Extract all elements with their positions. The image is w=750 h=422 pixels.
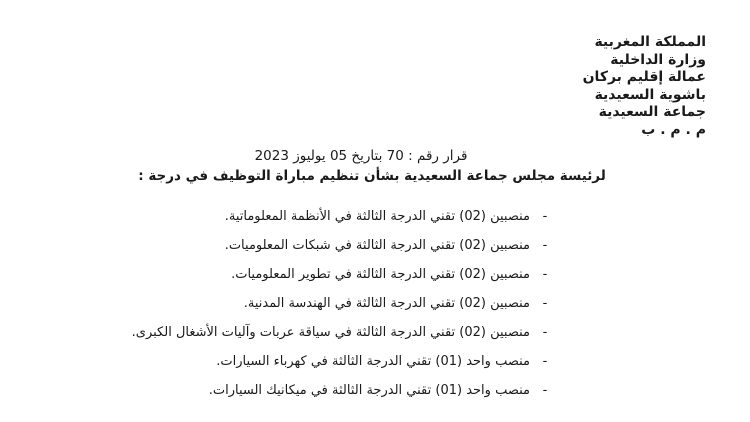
letterhead-abbrev: م . م . ب [641, 121, 706, 138]
list-item-text: منصبين (02) تقني الدرجة الثالثة في الهندسة المدنية. [243, 296, 530, 311]
list-item [190, 289, 550, 318]
list-bullet: - [542, 383, 548, 398]
list-item [190, 376, 550, 405]
list-item [131, 318, 550, 347]
list-item [190, 202, 550, 231]
list-item-text: منصبين (02) تقني الدرجة الثالثة في سياقة عربات وآليات الأشغال الكبرى. [131, 325, 530, 340]
letterhead-commune: جماعة السعيدية [598, 104, 706, 120]
decision-subject: لرئيسة مجلس جماعة السعيدية بشأن تنظيم مباراة التوظيف في درجة : [138, 168, 606, 184]
letterhead-province: عمالة إقليم بركان [582, 69, 706, 85]
list-bullet: - [542, 296, 548, 311]
list-item [190, 231, 550, 260]
list-item-text: منصبين (02) تقني الدرجة الثالثة في تطوير المعلوميات. [231, 267, 530, 282]
letterhead-kingdom: المملكة المغربية [594, 34, 706, 50]
list-item [190, 260, 550, 289]
letterhead-ministry: وزارة الداخلية [610, 51, 706, 68]
list-bullet: - [542, 325, 548, 340]
decision-heading [0, 146, 750, 186]
list-item-text: منصب واحد (01) تقني الدرجة الثالثة في كهرباء السيارات. [216, 354, 530, 369]
list-item-text: منصبين (02) تقني الدرجة الثالثة في الأنظمة المعلوماتية. [224, 209, 530, 224]
letterhead [506, 34, 706, 139]
letterhead-pashalik: باشوية السعيدية [594, 86, 706, 103]
list-bullet: - [542, 354, 548, 369]
list-item [190, 347, 550, 376]
list-bullet: - [542, 238, 548, 253]
list-item-text: منصب واحد (01) تقني الدرجة الثالثة في ميكانيك السيارات. [208, 383, 530, 398]
list-bullet: - [542, 209, 548, 224]
positions-list [131, 202, 550, 405]
decision-number-date: قرار رقم : 70 بتاريخ 05 يوليوز 2023 [254, 148, 468, 164]
list-bullet: - [542, 267, 548, 282]
list-item-text: منصبين (02) تقني الدرجة الثالثة في شبكات المعلوميات. [224, 238, 530, 253]
